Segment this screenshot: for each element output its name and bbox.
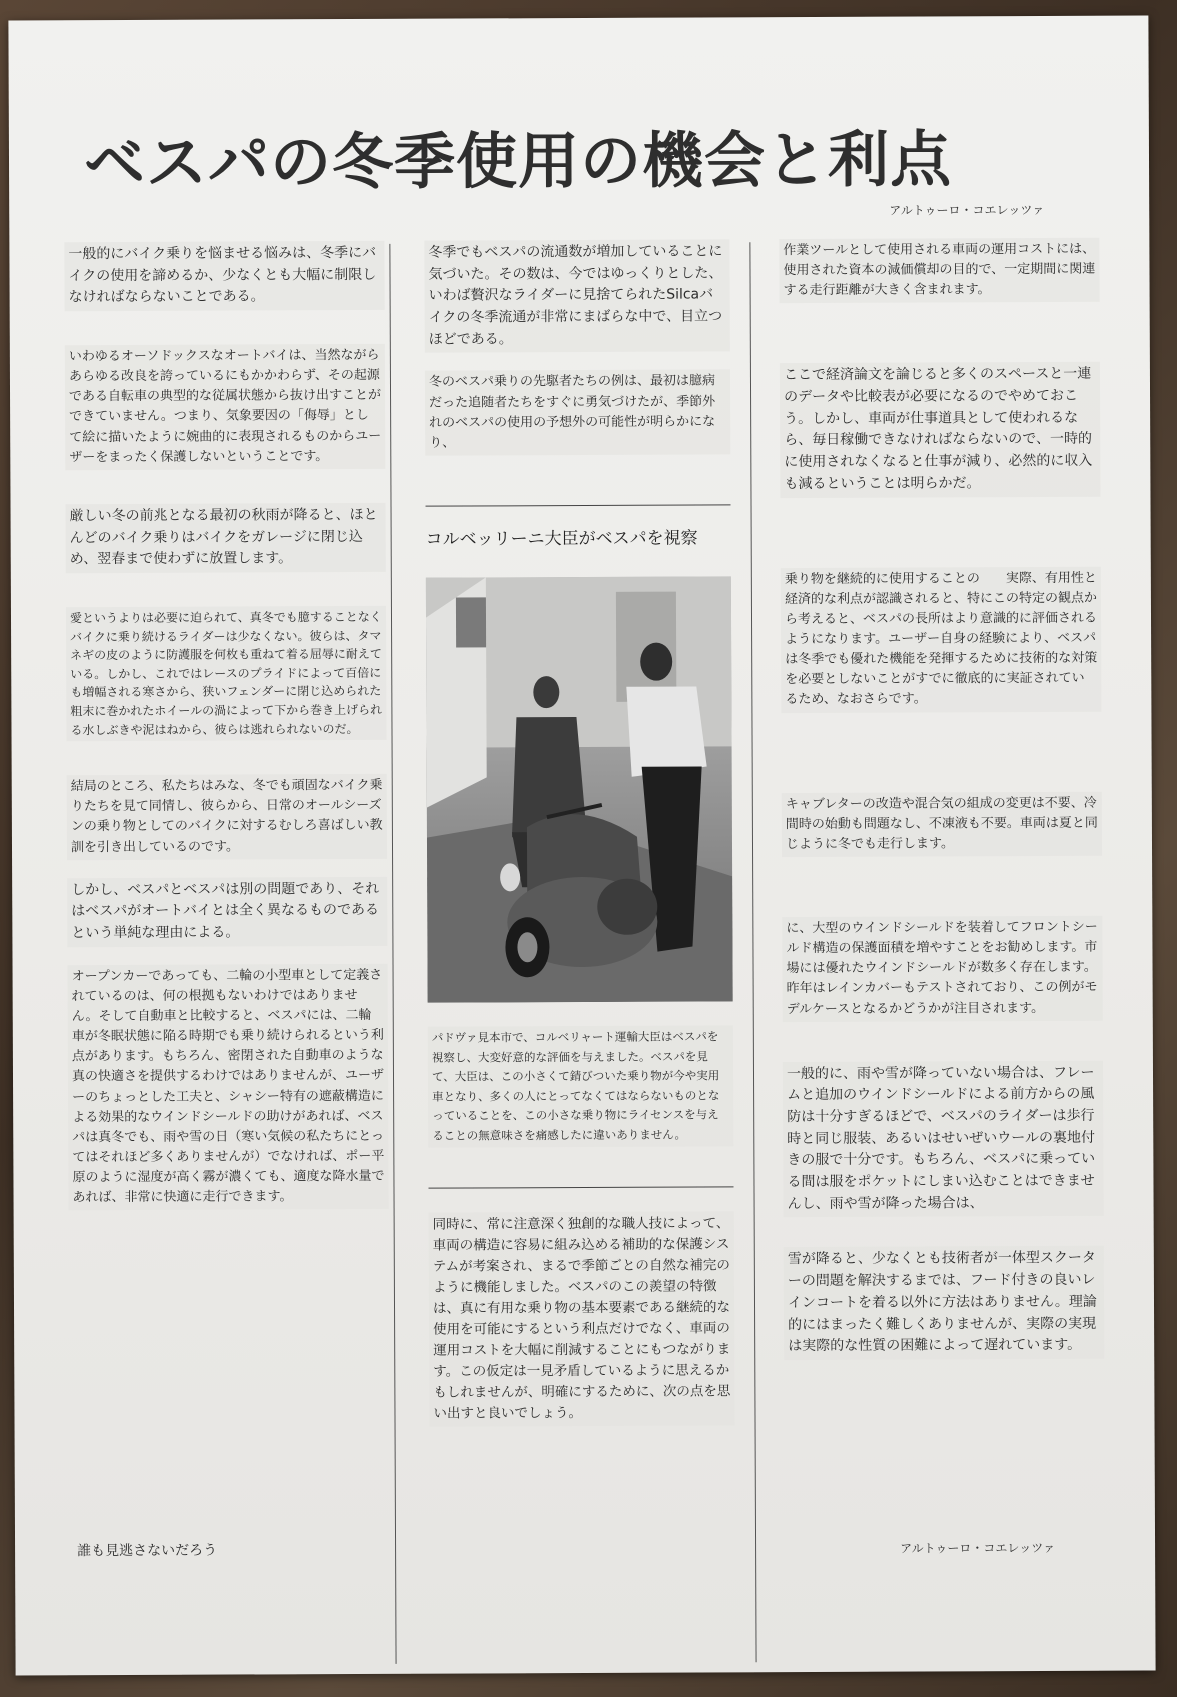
photo-minister-vespa <box>426 576 733 1002</box>
paragraph: 結局のところ、私たちはみな、冬でも頑固なバイク乗りたちを見て同情し、彼らから、日常のオールシーズンの乗り物としてのバイクに対するむしろ喜ばしい教訓を引き出しているのです。 <box>67 774 387 860</box>
magazine-page <box>8 16 1155 1676</box>
paragraph: 乗り物を継続的に使用することの 実際、有用性と経済的な利点が認識されると、特にこの特定の観点から考えると、ベスパの長所はより意識的に評価されるようになります。ユーザー自身の経験により、ベスパは冬季でも優れた機能を発揮するために技術的な対策を必要としないことがすでに徹底的に実証されているため、なおさらです。 <box>781 566 1102 712</box>
column-3-footer-byline: アルトゥーロ・コエレッツァ <box>900 1540 1056 1556</box>
photo-caption: パドヴァ見本市で、コルベリャート運輸大臣はベスパを視察し、大変好意的な評価を与えました。ベスパを見て、大臣は、この小さくて錆びついた乗り物が今や実用車となり、多くの人にとってなくてはならないものとなっていることを、この小さな乗り物にライセンスを与えることの無意味さを痛感したに違いありません。 <box>428 1025 734 1148</box>
paragraph: 愛というよりは必要に迫られて、真冬でも臆することなくバイクに乗り続けるライダーは少なくない。彼らは、タマネギの皮のように防護服を何枚も重ねて着る屈辱に耐えている。しかし、これではレースのプライドによって百倍にも増幅される寒さから、狭いフェンダーに閉じ込められた粗末に巻かれたホイールの渦によって下から巻き上げられる水しぶきや泥はねから、彼らは逃れられないのだ。 <box>66 606 387 742</box>
paragraph: 冬季でもベスパの流通数が増加していることに気づいた。その数は、今ではゆっくりとした、いわば贅沢なライダーに見捨てられたSilcaバイクの冬季流通が非常にまばらな中で、目立つほどである。 <box>424 239 729 353</box>
column-1-footer: 誰も見逃さないだろう <box>77 1542 218 1560</box>
column-3 <box>779 238 1104 1394</box>
column-1 <box>64 241 388 1245</box>
paragraph: キャブレターの改造や混合気の組成の変更は不要、冷間時の始動も問題なし、不凍液も不要。車両は夏と同じように冬でも走行します。 <box>782 791 1102 857</box>
paragraph: 作業ツールとして使用される車両の運用コストには、使用された資本の減価償却の目的で、一定期間に関連する走行距離が大きく含まれます。 <box>779 238 1099 304</box>
column-rule-left <box>389 244 396 1664</box>
paragraph: 雪が降ると、少なくとも技術者が一体型スクーターの問題を解決するまでは、フード付きの良いレインコートを着る以外に方法はありません。理論的にはまったく難しくありませんが、実際の実現は実際的な性質の困難によって遅れています。 <box>784 1246 1104 1360</box>
paragraph: 冬のベスパ乗りの先駆者たちの例は、最初は臆病だった追随者たちをすぐに勇気づけたが、季節外れのベスパの使用の予想外の可能性が明らかになり、 <box>425 370 730 456</box>
paragraph: に、大型のウインドシールドを装着してフロントシールド構造の保護面積を増やすことをお勧めします。市場には優れたウインドシールドが数多く存在します。昨年はレインカバーもテストされており、この例がモデルケースとなるかどうかが注目されます。 <box>782 916 1102 1022</box>
section-rule <box>426 504 731 506</box>
paragraph: 同時に、常に注意深く独創的な職人技によって、車両の構造に容易に組み込める補助的な保護システムが考案され、まるで季節ごとの自然な補完のように機能しました。ベスパのこの羨望の特徴は、真に有用な乗り物の基本要素である継続的な使用を可能にするという利点だけでなく、車両の運用コストを大幅に削減することにもつながります。この仮定は一見矛盾しているように思えるかもしれませんが、明確にするために、次の点を思い出すと良いでしょう。 <box>429 1212 735 1427</box>
paragraph: ここで経済論文を論じると多くのスペースと一連のデータや比較表が必要になるのでやめておこう。しかし、車両が仕事道具として使われるなら、毎日稼働できなければならないので、一時的に使用されなくなると仕事が減り、必然的に収入も減るということは明らかだ。 <box>780 362 1101 498</box>
paragraph: しかし、ベスパとベスパは別の問題であり、それはベスパがオートバイとは全く異なるものであるという単純な理由による。 <box>67 877 387 947</box>
photo-illustration <box>426 576 733 1002</box>
section-rule <box>428 1187 733 1189</box>
author-byline: アルトゥーロ・コエレッツァ <box>889 202 1045 218</box>
column-rule-right <box>749 242 756 1662</box>
paragraph: オープンカーであっても、二輪の小型車として定義されているのは、何の根拠もないわけではありません。そして自動車と比較すると、ベスパには、二輪車が冬眠状態に陥る時期でも乗り続けられるという利点があります。もちろん、密閉された自動車のような真の快適さを提供するわけではありませんが、ユーザーのちょっとした工夫と、シャシー特有の遮蔽構造による効果的なウインドシールドの助けがあれば、ベスパは真冬でも、雨や雪の日（寒い気候の私たちにとってはそれほど多くありませんが）でなければ、ポー平原のように湿度が高く霧が濃くても、適度な降水量であれば、非常に快適に走行できます。 <box>68 964 389 1211</box>
article-title: ベスパの冬季使用の機会と利点 <box>83 124 953 200</box>
paragraph: 一般的にバイク乗りを悩ませる悩みは、冬季にバイクの使用を諦めるか、少なくとも大幅に制限しなければならないことである。 <box>64 241 384 311</box>
section-subhead: コルベッリーニ大臣がベスパを視察 <box>425 528 698 550</box>
paragraph: いわゆるオーソドックスなオートバイは、当然ながらあらゆる改良を誇っているにもかかわらず、その起源である自転車の典型的な従属状態から抜け出すことができていません。つまり、気象要因の「侮辱」として絵に描いたように婉曲的に表現されるものからユーザーをまったく保護しないということです。 <box>65 344 386 470</box>
column-2 <box>424 239 734 1460</box>
paragraph: 一般的に、雨や雪が降っていない場合は、フレームと追加のウインドシールドによる前方からの風防は十分すぎるほどで、ベスパのライダーは歩行時と同じ服装、あるいはせいぜいウールの裏地付きの服で十分です。もちろん、ベスパに乗っている間は服をポケットにしまい込むことはできませんし、雨や雪が降った場合は、 <box>783 1060 1104 1217</box>
paragraph: 厳しい冬の前兆となる最初の秋雨が降ると、ほとんどのバイク乗りはバイクをガレージに閉じ込め、翌春まで使わずに放置します。 <box>66 503 386 573</box>
